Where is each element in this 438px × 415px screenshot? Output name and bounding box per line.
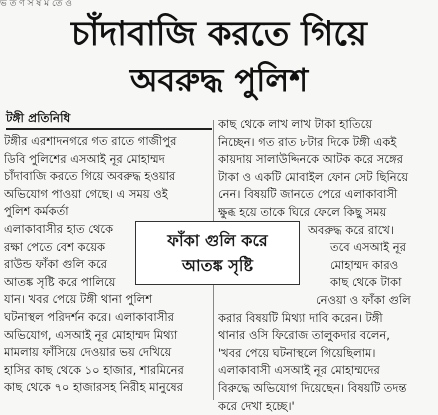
byline: টঙ্গী প্রতিনিধি — [6, 110, 70, 130]
headline-line-2: অবরুদ্ধ পুলিশ — [0, 60, 438, 100]
left-line: কাছ থেকে ৭০ হাজারসহ নিরীহ মানুষের — [4, 379, 208, 397]
left-line: পুলিশ কর্মকর্তা — [4, 203, 208, 221]
left-line: ঘটনাস্থল পরিদর্শন করে। এলাকাবাসীর — [4, 309, 208, 327]
right-line: অবরুদ্ধ করে রাখে। — [218, 222, 432, 240]
byline-underline — [6, 128, 212, 130]
right-line: কায়দায় সালাউদ্দিনকে আটক করে সঙ্গের — [218, 151, 432, 169]
right-line: তবে এসআই নূর — [218, 239, 432, 257]
right-line: মোহাম্মদ কারও — [218, 257, 432, 275]
right-line: করার বিষয়টি মিথ্যা দাবি করেন। টঙ্গী — [218, 310, 432, 328]
left-line: আতঙ্ক সৃষ্টি করে পালিয়ে — [4, 274, 208, 292]
left-line: চাঁদাবাজি করতে গিয়ে অবরুদ্ধ হওয়ার — [4, 168, 208, 186]
right-line: থানার ওসি ফিরোজ তালুকদার বলেন, — [218, 327, 432, 345]
left-line: রাউন্ড ফাঁকা গুলি করে — [4, 256, 208, 274]
pull-quote-line-1: ফাঁকা গুলি করে — [136, 228, 299, 253]
left-line: হাসির কাছ থেকে ১০ হাজার, শারমিনের — [4, 362, 208, 380]
right-line: বিরুদ্ধে অভিযোগ দিয়েছেন। বিষয়টি তদন্ত — [218, 380, 432, 398]
right-line: টাকা ও একটি মোবাইল ফোন সেট ছিনিয়ে — [218, 169, 432, 187]
right-line: করে দেখা হচ্ছে।' — [218, 398, 432, 415]
left-line: ডিবি পুলিশের এসআই নূর মোহাম্মদ — [4, 151, 208, 169]
right-line: কাছ থেকে টাকা — [218, 274, 432, 292]
right-line: এলাকাবাসী এসআই নূর মোহাম্মদের — [218, 362, 432, 380]
pull-quote-line-2: আতঙ্ক সৃষ্টি — [136, 253, 299, 278]
right-line: নেওয়া ও ফাঁকা গুলি — [218, 292, 432, 310]
left-line: অভিযোগ পাওয়া গেছে। এ সময় ওই — [4, 186, 208, 204]
left-line: রক্ষা পেতে বেশ কয়েক — [4, 239, 208, 257]
left-line: মামলায় ফাঁসিয়ে দেওয়ার ভয় দেখিয়ে — [4, 344, 208, 362]
headline-line-1: চাঁদাবাজি করতে গিয়ে — [0, 14, 438, 54]
top-strip-text: ভ ত ণ স ষ ম তে ও — [0, 0, 438, 8]
left-line: টঙ্গীর এরশাদনগরে গত রাতে গাজীপুর — [4, 133, 208, 151]
left-line: যান। খবর পেয়ে টঙ্গী থানা পুলিশ — [4, 291, 208, 309]
right-line: 'খবর পেয়ে ঘটনাস্থলে গিয়েছিলাম। — [218, 345, 432, 363]
right-line: নিচ্ছেন। গত রাত ৮টার দিকে টঙ্গী একই — [218, 134, 432, 152]
right-line: ক্ষুব্ধ হয়ে তাকে ঘিরে ফেলে কিছু সময় — [218, 204, 432, 222]
right-line: নেন। বিষয়টি জানতে পেরে এলাকাবাসী — [218, 186, 432, 204]
left-line: অভিযোগ, এসআই নূর মোহাম্মদ মিথ্যা — [4, 327, 208, 345]
left-line: এলাকাবাসীর হাত থেকে — [4, 221, 208, 239]
pull-quote-box — [135, 221, 300, 285]
right-line: কাছ থেকে লাখ লাখ টাকা হাতিয়ে — [218, 116, 432, 134]
